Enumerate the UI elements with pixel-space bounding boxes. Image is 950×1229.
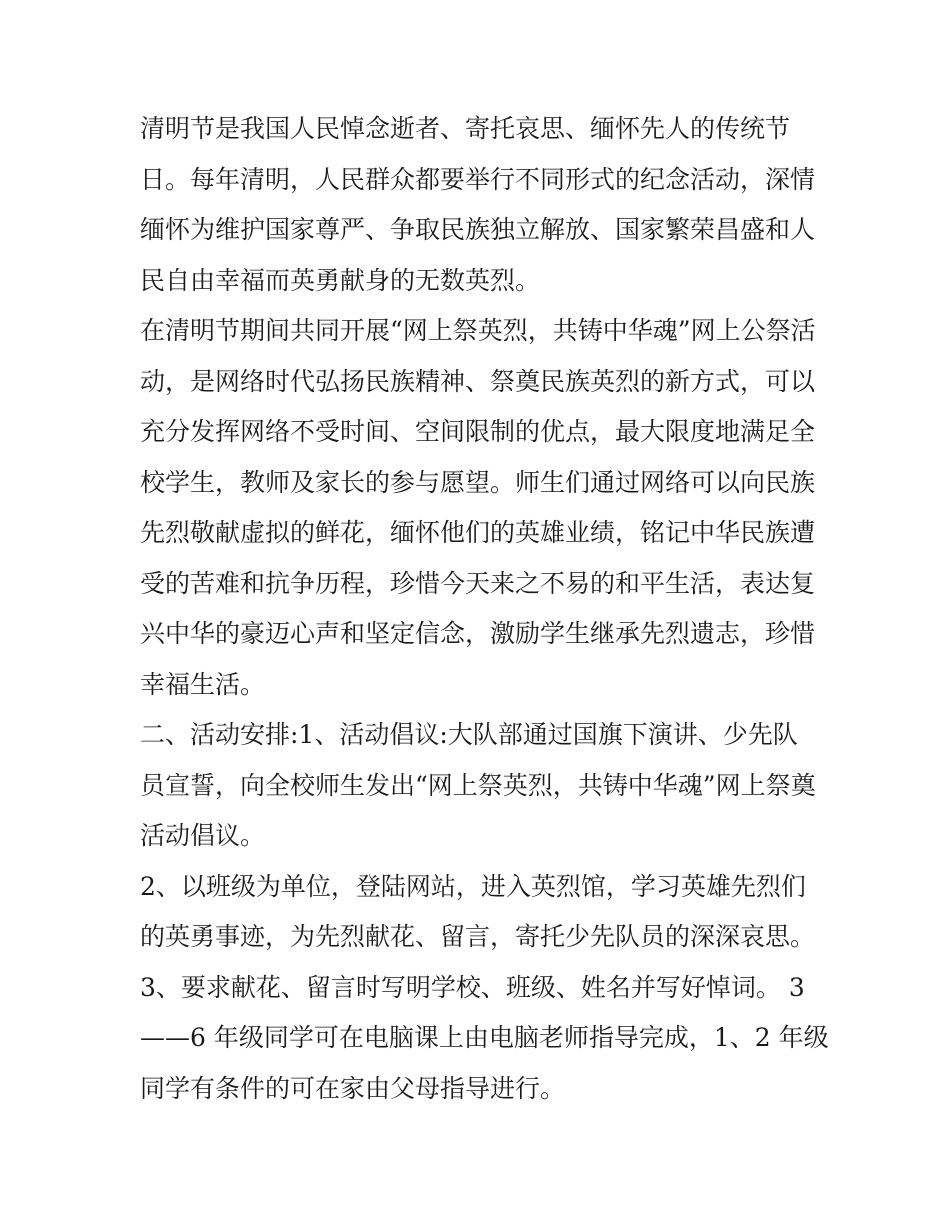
text-line: 幸福生活。 — [140, 669, 266, 699]
text-line: 同学有条件的可在家由父母指导进行。 — [140, 1073, 566, 1103]
document-body — [140, 104, 829, 1114]
text-line: 缅怀为维护国家尊严、争取民族独立解放、国家繁荣昌盛和人 — [140, 215, 816, 244]
text-line: 在清明节期间共同开展“网上祭英烈，共铸中华魂”网上公祭活 — [140, 316, 816, 345]
text-line: ——6 年级同学可在电脑课上由电脑老师指导完成，1、2 年级 — [140, 1023, 829, 1052]
text-line: 民自由幸福而英勇献身的无数英烈。 — [140, 265, 541, 295]
text-line: 先烈敬献虚拟的鲜花，缅怀他们的英雄业绩，铭记中华民族遭 — [140, 518, 816, 547]
text-line: 校学生，教师及家长的参与愿望。师生们通过网络可以向民族 — [140, 467, 816, 497]
text-line: 的英勇事迹，为先烈献花、留言，寄托少先队员的深深哀思。 — [140, 922, 816, 951]
text-line: 3、要求献花、留言时写明学校、班级、姓名并写好悼词。 3 — [140, 972, 805, 1002]
text-line: 兴中华的豪迈心声和坚定信念，激励学生继承先烈遗志，珍惜 — [140, 619, 816, 648]
text-line: 清明节是我国人民悼念逝者、寄托哀思、缅怀先人的传统节 — [140, 114, 791, 143]
text-line: 2、以班级为单位，登陆网站，进入英烈馆，学习英雄先烈们 — [140, 871, 806, 901]
text-line: 二、活动安排:1、活动倡议:大队部通过国旗下演讲、少先队 — [140, 720, 798, 749]
text-line: 充分发挥网络不受时间、空间限制的优点，最大限度地满足全 — [140, 417, 816, 446]
text-line: 员宣誓，向全校师生发出“网上祭英烈，共铸中华魂”网上祭奠 — [140, 770, 816, 800]
text-line: 活动倡议。 — [140, 821, 266, 850]
text-line: 动，是网络时代弘扬民族精神、祭奠民族英烈的新方式，可以 — [140, 366, 816, 396]
text-line: 受的苦难和抗争历程，珍惜今天来之不易的和平生活，表达复 — [140, 568, 816, 598]
text-line: 日。每年清明，人民群众都要举行不同形式的纪念活动，深情 — [140, 164, 816, 194]
